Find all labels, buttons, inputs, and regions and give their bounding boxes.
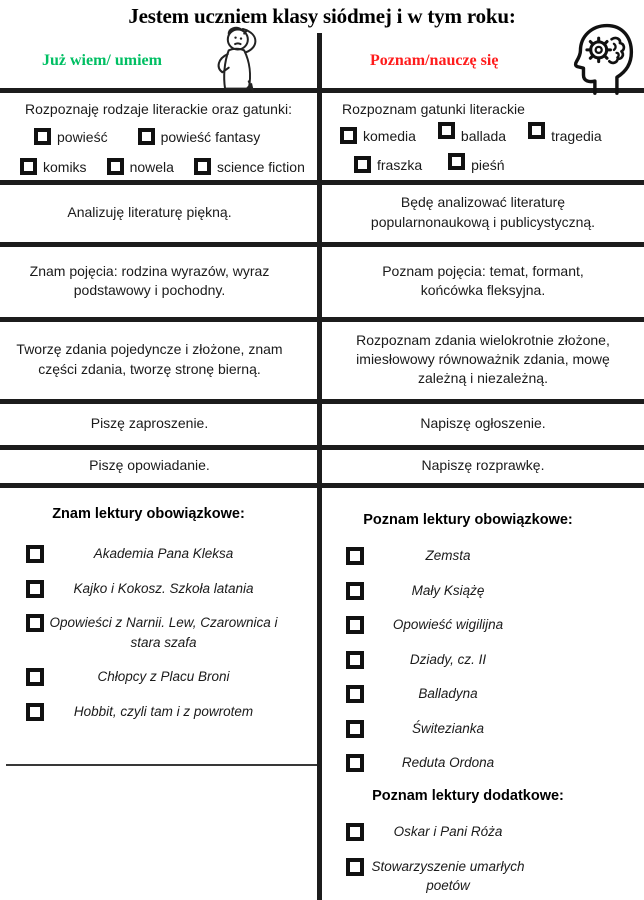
- list-item: Świtezianka: [322, 719, 644, 739]
- list-item: Balladyna: [322, 684, 644, 704]
- genres-learn-heading: Rozpoznam gatunki literackie: [342, 101, 525, 117]
- list-item: Oskar i Pani Róża: [322, 822, 644, 842]
- list-item: Chłopcy z Placu Broni: [0, 667, 317, 687]
- checkbox[interactable]: [346, 582, 364, 600]
- readings-learn-cell: [322, 488, 644, 900]
- statement-row-1: [0, 185, 644, 247]
- list-item: Stowarzyszenie umarłych poetów: [322, 857, 644, 896]
- statement-row-4: [0, 404, 644, 450]
- list-item: Opowieść wigilijna: [322, 615, 644, 635]
- statement-row-5: [0, 450, 644, 488]
- checkbox[interactable]: [138, 128, 155, 145]
- readings-known-cell: [0, 488, 322, 900]
- readings-learn-heading: Poznam lektury obowiązkowe:: [363, 512, 573, 528]
- thinking-person-icon: [195, 22, 277, 108]
- statement-known-5: Piszę opowiadanie.: [0, 450, 322, 483]
- list-item: Kajko i Kokosz. Szkoła latania: [0, 579, 317, 599]
- checkbox[interactable]: [346, 547, 364, 565]
- genres-learn-line1: [322, 127, 644, 144]
- option-nowela: nowela: [107, 158, 174, 175]
- list-item: Hobbit, czyli tam i z powrotem: [0, 702, 317, 722]
- statement-row-3: [0, 322, 644, 404]
- option-piesn: pieśń: [448, 156, 504, 173]
- statement-known-4: Piszę zaproszenie.: [0, 404, 322, 445]
- checkbox[interactable]: [438, 122, 455, 139]
- option-powiesc-fantasy: powieść fantasy: [138, 128, 261, 145]
- checkbox[interactable]: [26, 545, 44, 563]
- option-komiks: komiks: [20, 158, 87, 175]
- genres-row: [0, 93, 644, 185]
- statement-row-2: [0, 247, 644, 322]
- option-fraszka: fraszka: [354, 156, 422, 173]
- statement-learn-1: Będę analizować literaturę popularnonaukową i publicystyczną.: [370, 194, 596, 230]
- checkbox[interactable]: [340, 127, 357, 144]
- checkbox[interactable]: [346, 685, 364, 703]
- checkbox[interactable]: [34, 128, 51, 145]
- right-column-header: Poznam/nauczę się: [370, 51, 499, 69]
- list-item: Reduta Ordona: [322, 753, 644, 773]
- list-item: Dziady, cz. II: [322, 650, 644, 670]
- statement-learn-4: Napiszę ogłoszenie.: [420, 414, 546, 431]
- header-row: [0, 33, 644, 93]
- option-science-fiction: science fiction: [194, 158, 305, 175]
- genres-known-heading: Rozpoznaję rodzaje literackie oraz gatunki:: [25, 101, 292, 117]
- statement-learn-5: Napiszę rozprawkę.: [421, 456, 545, 473]
- header-right-cell: [322, 33, 644, 88]
- checkbox[interactable]: [346, 858, 364, 876]
- checkbox[interactable]: [20, 158, 37, 175]
- list-item: Akademia Pana Kleksa: [0, 544, 317, 564]
- header-left-cell: [0, 33, 322, 88]
- option-powiesc: powieść: [34, 128, 108, 145]
- genres-known-line2: [0, 158, 317, 175]
- genres-known-line1: [0, 128, 317, 145]
- statement-known-2: Znam pojęcia: rodzina wyrazów, wyraz podstawowy i pochodny.: [0, 247, 322, 317]
- left-column-divider-line: [6, 764, 317, 766]
- checkbox[interactable]: [26, 668, 44, 686]
- readings-row: [0, 488, 644, 900]
- list-item: Zemsta: [322, 546, 644, 566]
- readings-extra-heading: Poznam lektury dodatkowe:: [372, 787, 564, 804]
- checkbox[interactable]: [26, 614, 44, 632]
- left-column-header: Już wiem/ umiem: [42, 51, 162, 69]
- checkbox[interactable]: [448, 153, 465, 170]
- head-with-gear-icon: [566, 21, 642, 97]
- statement-known-1: Analizuję literaturę piękną.: [0, 185, 322, 242]
- checkbox[interactable]: [528, 122, 545, 139]
- statement-learn-2: Poznam pojęcia: temat, formant, końcówka fleksyjna.: [382, 262, 584, 298]
- checkbox[interactable]: [346, 823, 364, 841]
- checkbox[interactable]: [26, 703, 44, 721]
- checkbox[interactable]: [346, 616, 364, 634]
- list-item: Mały Książę: [322, 581, 644, 601]
- checkbox[interactable]: [107, 158, 124, 175]
- readings-known-heading: Znam lektury obowiązkowe:: [52, 506, 245, 522]
- checkbox[interactable]: [346, 720, 364, 738]
- genres-learn-line2: [322, 156, 644, 173]
- statement-learn-3: Rozpoznam zdania wielokrotnie złożone, imiesłowowy równoważnik zdania, mowę zależną i niezależną.: [356, 331, 610, 387]
- checkbox[interactable]: [194, 158, 211, 175]
- list-item: Opowieści z Narnii. Lew, Czarownica i stara szafa: [0, 613, 317, 652]
- checkbox[interactable]: [346, 651, 364, 669]
- checkbox[interactable]: [346, 754, 364, 772]
- option-ballada: ballada: [438, 127, 506, 144]
- statement-known-3: Tworzę zdania pojedyncze i złożone, znam części zdania, tworzę stronę bierną.: [0, 322, 322, 399]
- page-title: Jestem uczniem klasy siódmej i w tym roku:: [128, 4, 516, 28]
- option-tragedia: tragedia: [528, 127, 602, 144]
- genres-learn-cell: [322, 93, 644, 180]
- checkbox[interactable]: [354, 156, 371, 173]
- option-komedia: komedia: [340, 127, 416, 144]
- checkbox[interactable]: [26, 580, 44, 598]
